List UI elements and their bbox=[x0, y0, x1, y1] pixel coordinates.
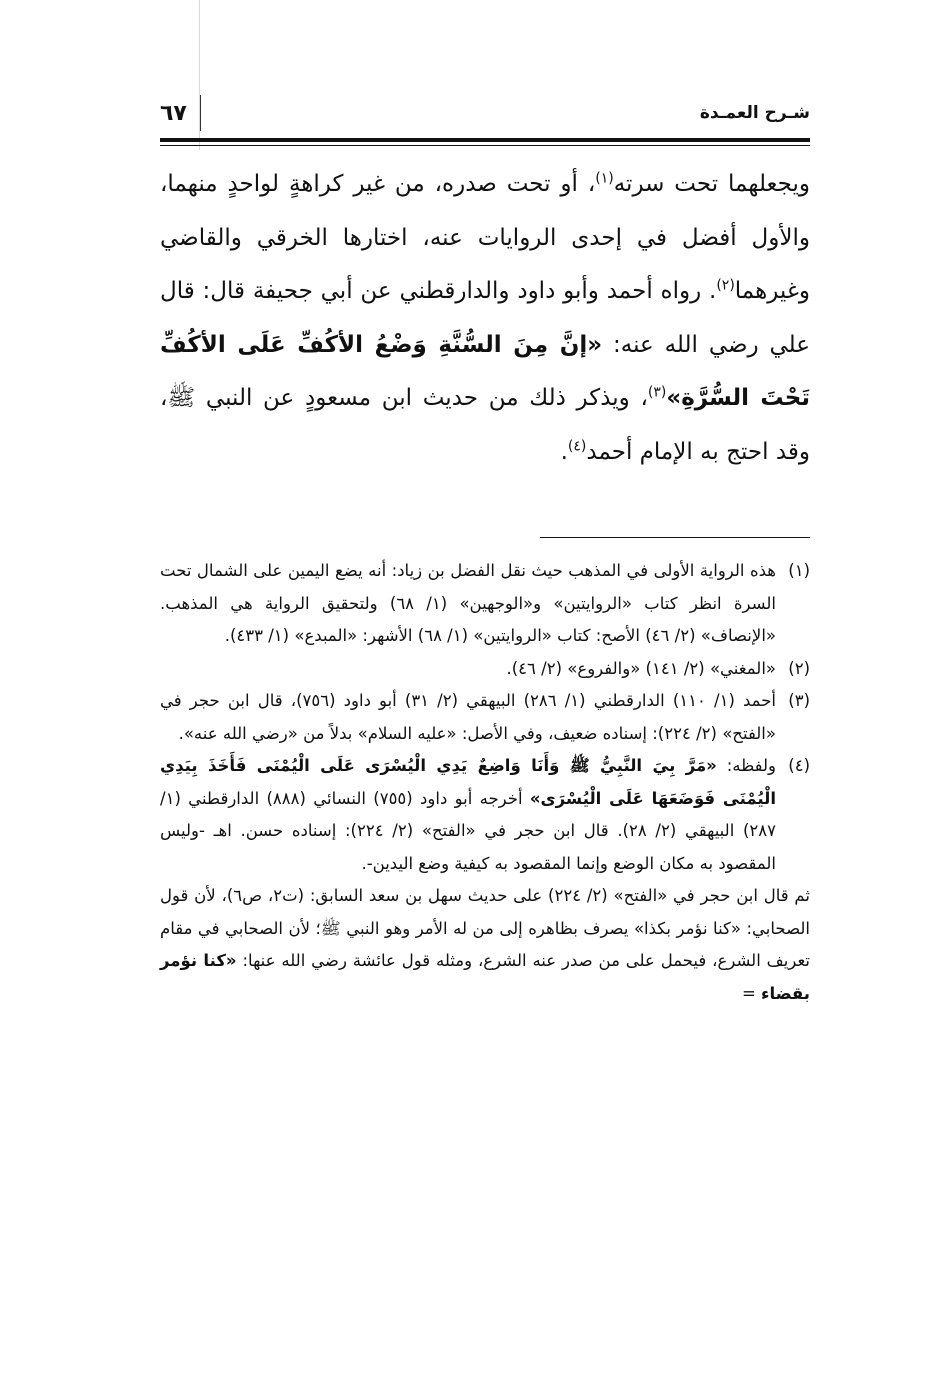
continuation-text: ثم قال ابن حجر في «الفتح» (٢/ ٢٢٤) على حديث سهل بن سعد السابق: (ت٢، ص٦)، لأن قول الصحابي: «كنا نؤمر بكذا» يصرف بظاهره إلى من له الأمر وهو النبي ﷺ؛ لأن الصحابي في مقام تعريف الشرع، فيحمل على من صدر عنه الشرع، ومثله قول عائشة رضي الله عنها: bbox=[160, 886, 810, 970]
footnote-mark-3[interactable]: (٣) bbox=[647, 384, 667, 401]
footnote-4 bbox=[160, 750, 810, 880]
continuation-tail: = bbox=[741, 983, 762, 1003]
header-rule-thick bbox=[160, 138, 810, 142]
footnote-mark-2[interactable]: (٢) bbox=[716, 277, 735, 294]
footnote-mark-4[interactable]: (٤) bbox=[567, 437, 587, 454]
header-divider bbox=[200, 95, 201, 131]
footnote-hadith-quote: «مَرَّ بِيَ النَّبِيُّ ﷺ وَأَنَا وَاضِعٌ يَدِي الْيُسْرَى عَلَى الْيُمْنَى فَأَخَذَ بِيَدِي الْيُمْنَى فَوَضَعَهَا عَلَى الْيُسْرَى» bbox=[160, 756, 777, 808]
footnote-mark-1[interactable]: (١) bbox=[595, 170, 614, 187]
main-paragraph bbox=[160, 158, 810, 479]
page-number: ٦٧ bbox=[160, 101, 187, 126]
footnote-3 bbox=[160, 685, 810, 750]
main-text bbox=[160, 158, 810, 479]
footnote-text: «المغني» (٢/ ١٤١) «والفروع» (٢/ ٤٦). bbox=[506, 658, 776, 678]
footnote-text: أخرجه أبو داود (٧٥٥) النسائي (٨٨٨) الدارقطني (١/ ٢٨٧) البيهقي (٢/ ٢٨). قال ابن حجر في «الفتح» (٢/ ٢٢٤): إسناده حسن. اهـ -وليس المقصود به مكان الوضع وإنما المقصود به كيفية وضع اليدين-. bbox=[160, 788, 777, 873]
footnote-text: أحمد (١/ ١١٠) الدارقطني (١/ ٢٨٦) البيهقي (٢/ ٣١) أبو داود (٧٥٦)، قال ابن حجر في «الفتح» (٢/ ٢٢٤): إسناده ضعيف، وفي الأصل: «عليه السلام» بدلاً من «رضي الله عنه». bbox=[160, 691, 776, 743]
main-text-part-4: ، ويذكر ذلك من حديث ابن مسعودٍ عن النبي ﷺ، وقد احتج به الإمام أحمد bbox=[160, 385, 810, 465]
footnote-2 bbox=[160, 653, 810, 686]
footnotes-section bbox=[160, 555, 810, 1010]
running-title: شـرح العمـدة bbox=[699, 103, 810, 123]
main-text-part-5: . bbox=[560, 438, 568, 465]
footnote-prefix: ولفظه: bbox=[716, 756, 776, 775]
footnote-continuation bbox=[160, 880, 810, 1010]
footnote-separator bbox=[540, 537, 810, 538]
hadith-quote: «إنَّ مِنَ السُّنَّةِ وَضْعُ الأكُفِّ عَلَى الأكُفِّ تَحْتَ السُّرَّةِ» bbox=[160, 331, 810, 411]
page-header bbox=[160, 95, 810, 135]
footnote-text: هذه الرواية الأولى في المذهب حيث نقل الفضل بن زياد: أنه يضع اليمين على الشمال تحت السرة انظر كتاب «الروايتين» و«الوجهين» (١/ ٦٨) ولتحقيق الرواية هي المذهب. «الإنصاف» (٢/ ٤٦) الأصح: كتاب «الروايتين» (١/ ٦٨) الأشهر: «المبدع» (١/ ٤٣٣). bbox=[160, 561, 776, 645]
main-text-part-2: ، أو تحت صدره، من غير كراهةٍ لواحدٍ منهما، والأول أفضل في إحدى الروايات عنه، اختارها الخرقي والقاضي وغيرهما bbox=[160, 171, 810, 304]
main-text-part-3: . رواه أحمد وأبو داود والدارقطني عن أبي جحيفة قال: قال علي رضي الله عنه: bbox=[160, 278, 810, 358]
header-rule-thin bbox=[160, 145, 810, 146]
footnote-number: (٣) bbox=[788, 691, 810, 710]
footnote-number: (١) bbox=[788, 561, 810, 580]
continuation-quote: «كنا نؤمر بقضاء bbox=[160, 951, 810, 1003]
footnote-number: (٤) bbox=[788, 756, 810, 775]
main-text-part-1: ويجعلهما تحت سرته bbox=[613, 171, 811, 197]
footnote-number: (٢) bbox=[788, 658, 810, 678]
footnote-1 bbox=[160, 555, 810, 653]
